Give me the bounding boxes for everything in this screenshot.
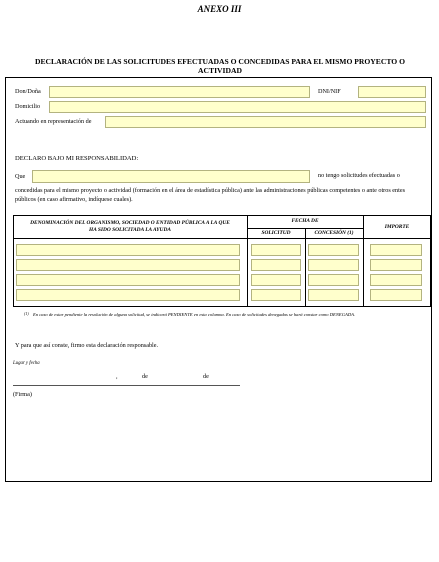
- declaration-text: concedidas para el mismo proyecto o actividad (formación en el área de estadística pública) ante las administraciones públicas competentes o ante otros entes públicos (en caso afirmativo, indíquese cuales).: [15, 187, 406, 203]
- dni-label: DNI/NIF: [318, 88, 341, 95]
- name-field[interactable]: [49, 86, 310, 98]
- table-cell-org[interactable]: [16, 259, 240, 271]
- dni-field[interactable]: [358, 86, 426, 98]
- table-cell-org[interactable]: [16, 244, 240, 256]
- declaration-title: DECLARO BAJO MI RESPONSABILIDAD:: [15, 155, 139, 162]
- table-divider: [305, 228, 306, 307]
- footnote-mark: (1): [24, 311, 29, 316]
- col-solicitud-header: SOLICITUD: [261, 230, 291, 236]
- date-de-1: de: [142, 373, 148, 380]
- que-label: Que: [15, 173, 26, 180]
- table-cell-solicitud[interactable]: [251, 259, 301, 271]
- page-title: DECLARACIÓN DE LAS SOLICITUDES EFECTUADAS O CONCEDIDAS PARA EL MISMO PROYECTO O ACTIVIDAD: [35, 57, 405, 75]
- table-cell-importe[interactable]: [370, 259, 422, 271]
- col-importe-header: IMPORTE: [384, 224, 410, 230]
- table-cell-importe[interactable]: [370, 274, 422, 286]
- no-tengo-text: no tengo solicitudes efectuadas o: [318, 172, 400, 179]
- address-field[interactable]: [49, 101, 426, 113]
- annex-title: ANEXO III: [197, 4, 242, 14]
- table-cell-concesion[interactable]: [308, 274, 359, 286]
- name-label: Don/Doña: [15, 88, 41, 95]
- date-line: [13, 385, 240, 386]
- table-cell-importe[interactable]: [370, 244, 422, 256]
- col-org-header: DENOMINACIÓN DEL ORGANISMO, SOCIEDAD O ENTIDAD PÚBLICA A LA QUE HA SIDO SOLICITADA LA AYUDA: [30, 220, 230, 233]
- table-header-divider: [13, 238, 431, 239]
- table-cell-solicitud[interactable]: [251, 289, 301, 301]
- table-cell-solicitud[interactable]: [251, 244, 301, 256]
- table-cell-concesion[interactable]: [308, 259, 359, 271]
- footnote: En caso de estar pendiente la resolución de alguna solicitud, se indicará PENDIENTE en esta columna. En caso de solicitudes denegadas se hará constar como DENEGADA.: [33, 312, 356, 317]
- address-label: Domicilio: [15, 103, 41, 110]
- table-divider: [247, 228, 363, 229]
- table-cell-concesion[interactable]: [308, 244, 359, 256]
- table-cell-solicitud[interactable]: [251, 274, 301, 286]
- closing-text: Y para que así conste, firmo esta declaración responsable.: [15, 342, 159, 349]
- col-fecha-header: FECHA DE: [291, 218, 319, 224]
- table-cell-importe[interactable]: [370, 289, 422, 301]
- date-comma: ,: [116, 373, 118, 380]
- table-cell-concesion[interactable]: [308, 289, 359, 301]
- representation-field[interactable]: [105, 116, 426, 128]
- table-cell-org[interactable]: [16, 289, 240, 301]
- representation-label: Actuando en representación de: [15, 118, 92, 125]
- date-de-2: de: [203, 373, 209, 380]
- signature-label: (Firma): [13, 391, 32, 398]
- col-concesion-header: CONCESIÓN (1): [314, 230, 354, 236]
- table-cell-org[interactable]: [16, 274, 240, 286]
- place-date-label: Lugar y fecha: [13, 361, 40, 366]
- que-field[interactable]: [32, 170, 310, 183]
